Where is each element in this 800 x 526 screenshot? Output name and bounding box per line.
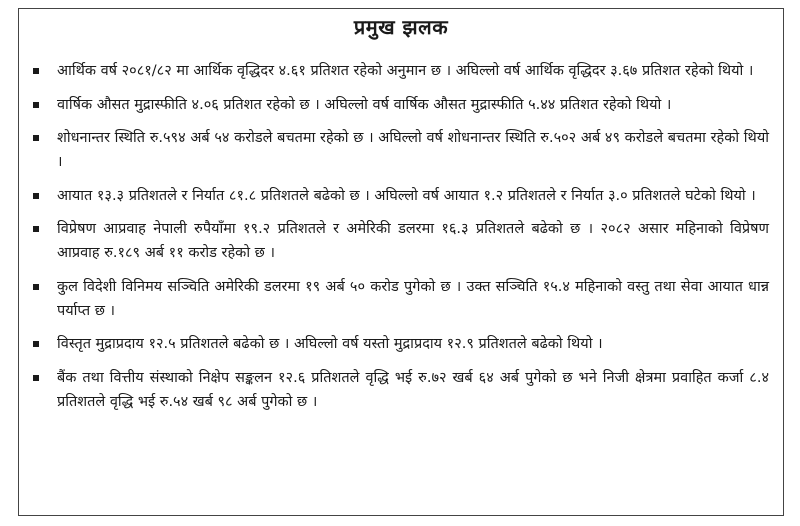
list-item	[31, 184, 769, 208]
list-item	[31, 275, 769, 323]
list-item-text: बैंक तथा वित्तीय संस्थाको निक्षेप सङ्कलन १२.६ प्रतिशतले वृद्धि भई रु.७२ खर्ब ६४ अर्ब पुगेको छ भने निजी क्षेत्रमा प्रवाहित कर्जा ८.४ प्रतिशतले वृद्धि भई रु.५४ खर्ब ९८ अर्ब पुगेको छ ।	[57, 369, 769, 410]
list-item	[31, 126, 769, 174]
square-bullet-icon	[33, 341, 39, 347]
highlights-list	[31, 59, 769, 423]
list-item-text: कुल विदेशी विनिमय सञ्चिति अमेरिकी डलरमा १९ अर्ब ५० करोड पुगेको छ । उक्त सञ्चिति १५.४ महिनाको वस्तु तथा सेवा आयात धान्न पर्याप्त छ ।	[57, 278, 769, 319]
list-item-text: वार्षिक औसत मुद्रास्फीति ४.०६ प्रतिशत रहेको छ । अघिल्लो वर्ष वार्षिक औसत मुद्रास्फीति ५.४४ प्रतिशत रहेको थियो ।	[57, 96, 672, 113]
list-item-text: आर्थिक वर्ष २०८१/८२ मा आर्थिक वृद्धिदर ४.६१ प्रतिशत रहेको अनुमान छ । अघिल्लो वर्ष आर्थिक वृद्धिदर ३.६७ प्रतिशत रहेको थियो ।	[57, 63, 754, 79]
box-title: प्रमुख झलक	[353, 15, 449, 39]
list-item	[31, 59, 769, 83]
list-item-text: शोधनान्तर स्थिति रु.५९४ अर्ब ५४ करोडले बचतमा रहेको छ । अघिल्लो वर्ष शोधनान्तर स्थिति रु.५०२ अर्ब ४९ करोडले बचतमा रहेको थियो ।	[57, 130, 769, 170]
square-bullet-icon	[33, 375, 39, 381]
square-bullet-icon	[33, 226, 39, 232]
list-item-text: विस्तृत मुद्राप्रदाय १२.५ प्रतिशतले बढेको छ । अघिल्लो वर्ष यस्तो मुद्राप्रदाय १२.९ प्रतिशतले बढेको थियो ।	[57, 336, 603, 352]
highlights-box	[18, 8, 784, 516]
list-item-text: विप्रेषण आप्रवाह नेपाली रुपैयाँमा १९.२ प्रतिशतले र अमेरिकी डलरमा १६.३ प्रतिशतले बढेको छ । २०८२ असार महिनाको विप्रेषण आप्रवाह रु.१८९ अर्ब ११ करोड रहेको छ ।	[57, 221, 769, 261]
square-bullet-icon	[33, 68, 39, 74]
square-bullet-icon	[33, 193, 39, 199]
square-bullet-icon	[33, 135, 39, 141]
list-item-text: आयात १३.३ प्रतिशतले र निर्यात ८१.८ प्रतिशतले बढेको छ । अघिल्लो वर्ष आयात १.२ प्रतिशतले र निर्यात ३.० प्रतिशतले घटेको थियो ।	[57, 187, 756, 204]
square-bullet-icon	[33, 284, 39, 290]
list-item	[31, 217, 769, 265]
list-item	[31, 332, 769, 356]
list-item	[31, 93, 769, 117]
square-bullet-icon	[33, 102, 39, 108]
list-item	[31, 366, 769, 414]
